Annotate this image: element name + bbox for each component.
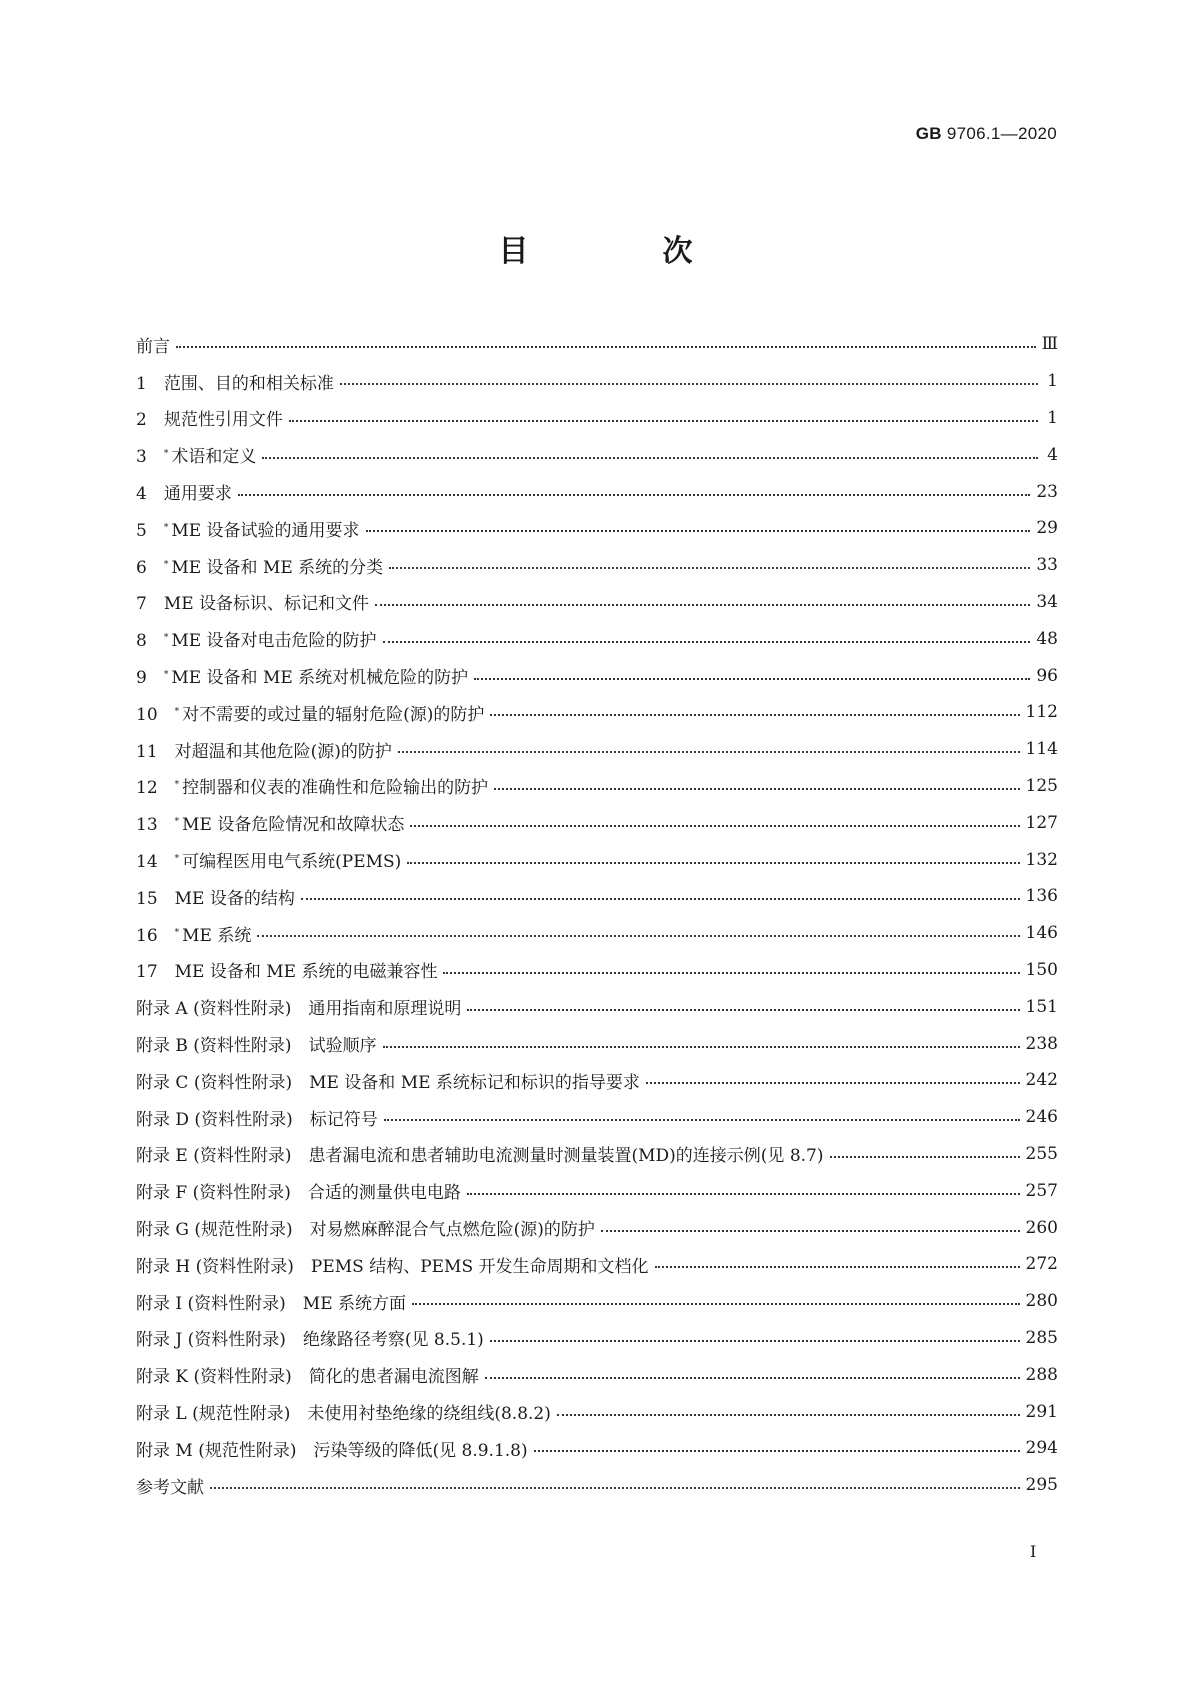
- toc-entry[interactable]: [136, 878, 1058, 915]
- toc-entry-title: [136, 479, 232, 504]
- toc-entry[interactable]: [136, 326, 1058, 363]
- toc-dot-leader: [301, 898, 1020, 900]
- toc-entry-label: 4 通用要求: [136, 484, 232, 505]
- toc-entry-title: [136, 1325, 484, 1350]
- toc-entry-page: 295: [1025, 1475, 1058, 1496]
- toc-dot-leader: [383, 641, 1031, 643]
- toc-entry-page: 294: [1025, 1438, 1058, 1459]
- toc-entry-label: 参考文献: [136, 1477, 204, 1498]
- toc-dot-leader: [289, 420, 1038, 422]
- toc-entry-title: [136, 810, 404, 835]
- toc-entry-mark: *: [174, 854, 180, 865]
- toc-entry-label: 附录 K (资料性附录) 简化的患者漏电流图解: [136, 1367, 479, 1388]
- toc-entry-title: [136, 1031, 377, 1056]
- toc-entry-title: [136, 994, 461, 1019]
- toc-entry-title: [136, 1068, 640, 1093]
- toc-entry-title: [136, 1289, 406, 1314]
- toc-entry-page: 29: [1036, 518, 1058, 539]
- toc-dot-leader: [398, 751, 1020, 753]
- toc-entry-label: 1 范围、目的和相关标准: [136, 373, 334, 394]
- toc-dot-leader: [412, 1303, 1020, 1305]
- toc-entry-page: 48: [1036, 628, 1058, 649]
- toc-entry-label: 12: [136, 778, 175, 799]
- standard-number: 9706.1—2020: [946, 124, 1057, 143]
- toc-entry-label: 附录 H (资料性附录) PEMS 结构、PEMS 开发生命周期和文档化: [136, 1256, 649, 1277]
- toc-entry[interactable]: [136, 1393, 1058, 1430]
- toc-entry-page: 272: [1025, 1254, 1058, 1275]
- toc-entry-title: [136, 1399, 551, 1424]
- toc-dot-leader: [467, 1009, 1019, 1011]
- toc-dot-leader: [490, 714, 1019, 716]
- toc-entry[interactable]: [136, 1356, 1058, 1393]
- toc-dot-leader: [176, 346, 1036, 348]
- toc-entry-page: 291: [1025, 1401, 1058, 1422]
- toc-entry-title: [136, 847, 401, 872]
- toc-entry-mark: *: [163, 449, 169, 460]
- toc-entry-mark: *: [174, 706, 180, 717]
- toc-entry-label: 10: [136, 704, 175, 725]
- toc-entry-label-text: ME 设备对电击危险的防护: [171, 631, 377, 652]
- toc-entry-mark: *: [174, 927, 180, 938]
- toc-entry-mark: *: [174, 817, 180, 828]
- toc-dot-leader: [646, 1082, 1020, 1084]
- toc-entry-page: 23: [1036, 481, 1058, 502]
- toc-entry-title: [136, 1436, 528, 1461]
- toc-entry-page: 33: [1036, 555, 1058, 576]
- toc-entry-title: [136, 700, 484, 725]
- toc-entry[interactable]: [136, 804, 1058, 841]
- toc-entry-title: [136, 957, 437, 982]
- toc-entry-mark: *: [163, 559, 169, 570]
- toc-entry-label: 14: [136, 852, 175, 873]
- toc-entry[interactable]: [136, 1246, 1058, 1283]
- toc-entry-label-text: 术语和定义: [171, 447, 257, 468]
- toc-dot-leader: [383, 1046, 1020, 1048]
- toc-entry-mark: *: [174, 780, 180, 791]
- toc-entry-label: 附录 C (资料性附录) ME 设备和 ME 系统标记和标识的指导要求: [136, 1072, 640, 1093]
- toc-entry[interactable]: [136, 694, 1058, 731]
- toc-entry[interactable]: [136, 363, 1058, 400]
- toc-entry-page: 285: [1025, 1327, 1058, 1348]
- toc-entry-label-text: ME 设备和 ME 系统的分类: [171, 557, 384, 578]
- standard-prefix: GB: [915, 124, 942, 143]
- toc-entry-title: [136, 1141, 824, 1166]
- toc-entry-title: [136, 553, 383, 578]
- toc-entry[interactable]: [136, 988, 1058, 1025]
- toc-entry-title: [136, 1215, 595, 1240]
- toc-entry-title: [136, 773, 488, 798]
- toc-entry[interactable]: [136, 841, 1058, 878]
- toc-entry[interactable]: [136, 952, 1058, 989]
- toc-entry-page: 136: [1025, 886, 1058, 907]
- toc-entry-title: [136, 663, 468, 688]
- toc-entry-label-text: ME 系统: [182, 925, 252, 946]
- toc-entry[interactable]: [136, 620, 1058, 657]
- toc-entry-title: [136, 1178, 461, 1203]
- toc-entry-page: 96: [1036, 665, 1058, 686]
- toc-entry[interactable]: [136, 547, 1058, 584]
- toc-entry-label: 附录 J (资料性附录) 绝缘路径考察(见 8.5.1): [136, 1330, 484, 1351]
- toc-dot-leader: [655, 1266, 1020, 1268]
- toc-dot-leader: [257, 935, 1019, 937]
- toc-entry[interactable]: [136, 400, 1058, 437]
- toc-entry-label: 附录 I (资料性附录) ME 系统方面: [136, 1293, 407, 1314]
- toc-entry-title: [136, 405, 283, 430]
- toc-entry[interactable]: [136, 436, 1058, 473]
- toc-entry[interactable]: [136, 768, 1058, 805]
- toc-dot-leader: [830, 1156, 1020, 1158]
- toc-entry-label: 附录 E (资料性附录) 患者漏电流和患者辅助电流测量时测量装置(MD)的连接示例(见 8.7): [136, 1146, 824, 1167]
- toc-dot-leader: [490, 1340, 1020, 1342]
- toc-entry[interactable]: [136, 1209, 1058, 1246]
- toc-entry[interactable]: [136, 473, 1058, 510]
- toc-entry[interactable]: [136, 1062, 1058, 1099]
- toc-entry-page: 4: [1047, 444, 1058, 465]
- toc-dot-leader: [366, 530, 1031, 532]
- toc-entry-label: 17 ME 设备和 ME 系统的电磁兼容性: [136, 962, 438, 983]
- toc-entry[interactable]: [136, 1025, 1058, 1062]
- toc-entry-page: 112: [1025, 702, 1058, 723]
- toc-dot-leader: [557, 1414, 1020, 1416]
- toc-entry-mark: *: [163, 522, 169, 533]
- toc-entry-page: 238: [1025, 1033, 1058, 1054]
- toc-entry-title: [136, 921, 251, 946]
- toc-dot-leader: [467, 1193, 1020, 1195]
- toc-entry-label-text: ME 设备和 ME 系统对机械危险的防护: [171, 668, 469, 689]
- toc-entry-title: [136, 442, 256, 467]
- toc-entry[interactable]: [136, 1136, 1058, 1173]
- toc-dot-leader: [210, 1487, 1020, 1489]
- toc-entry-mark: *: [163, 633, 169, 644]
- toc-entry-title: [136, 516, 360, 541]
- toc-entry-page: 34: [1036, 591, 1058, 612]
- toc-entry-title: [136, 1105, 378, 1130]
- toc-entry-label: 附录 L (规范性附录) 未使用衬垫绝缘的绕组线(8.8.2): [136, 1404, 551, 1424]
- toc-entry-page: 260: [1025, 1217, 1058, 1238]
- toc-entry-page: 146: [1025, 923, 1058, 944]
- toc-entry-title: [136, 1252, 649, 1277]
- toc-dot-leader: [534, 1450, 1020, 1452]
- toc-entry-label-text: ME 设备危险情况和故障状态: [182, 815, 405, 836]
- toc-entry-label-text: 控制器和仪表的准确性和危险输出的防护: [182, 778, 489, 799]
- toc-entry-label: 附录 M (规范性附录) 污染等级的降低(见 8.9.1.8): [136, 1440, 528, 1461]
- toc-entry-page: 1: [1047, 371, 1058, 392]
- page-title: 目 次: [498, 234, 745, 269]
- toc-dot-leader: [485, 1377, 1020, 1379]
- toc-dot-leader: [410, 825, 1019, 827]
- toc-entry-label-text: 对不需要的或过量的辐射危险(源)的防护: [182, 704, 485, 725]
- toc-entry-label: 前言: [136, 336, 170, 357]
- toc-entry-title: [136, 626, 377, 651]
- toc-entry-label: 附录 A (资料性附录) 通用指南和原理说明: [136, 999, 462, 1020]
- toc-entry-label: 2 规范性引用文件: [136, 410, 283, 431]
- toc-entry[interactable]: [136, 1099, 1058, 1136]
- toc-entry-page: Ⅲ: [1041, 334, 1058, 355]
- toc-entry-page: 151: [1025, 996, 1058, 1017]
- toc-dot-leader: [238, 494, 1031, 496]
- toc-dot-leader: [375, 604, 1030, 606]
- toc-entry-label: 7 ME 设备标识、标记和文件: [136, 594, 370, 615]
- toc-entry-label: 附录 B (资料性附录) 试验顺序: [136, 1036, 377, 1057]
- toc-entry-label: 15 ME 设备的结构: [136, 888, 295, 909]
- toc-entry-page: 280: [1025, 1291, 1058, 1312]
- toc-entry-mark: *: [163, 670, 169, 681]
- toc-entry[interactable]: [136, 510, 1058, 547]
- toc-entry-page: 125: [1025, 775, 1058, 796]
- toc-entry-label: 11 对超温和其他危险(源)的防护: [136, 741, 392, 762]
- toc-dot-leader: [384, 1119, 1020, 1121]
- toc-entry[interactable]: [136, 584, 1058, 621]
- toc-entry-page: 255: [1025, 1143, 1058, 1164]
- toc-entry-title: [136, 1473, 204, 1498]
- table-of-contents: [136, 326, 1058, 1504]
- toc-entry[interactable]: [136, 1172, 1058, 1209]
- toc-dot-leader: [262, 457, 1038, 459]
- toc-entry-label: 附录 G (规范性附录) 对易燃麻醉混合气点燃危险(源)的防护: [136, 1220, 595, 1241]
- toc-entry-page: 242: [1025, 1070, 1058, 1091]
- toc-entry-label-text: 可编程医用电气系统(PEMS): [182, 852, 402, 873]
- toc-dot-leader: [407, 862, 1019, 864]
- toc-dot-leader: [601, 1230, 1020, 1232]
- toc-entry-page: 114: [1025, 739, 1058, 760]
- toc-entry-label: 9: [136, 668, 164, 689]
- toc-entry-title: [136, 589, 369, 614]
- toc-entry-label: 附录 F (资料性附录) 合适的测量供电电路: [136, 1183, 461, 1204]
- standard-code: [916, 124, 1057, 144]
- toc-entry-label: 附录 D (资料性附录) 标记符号: [136, 1109, 378, 1130]
- toc-dot-leader: [389, 567, 1030, 569]
- toc-entry-title: [136, 332, 170, 357]
- page-number: I: [1030, 1542, 1037, 1561]
- toc-entry-page: 132: [1025, 849, 1058, 870]
- toc-entry-page: 127: [1025, 812, 1058, 833]
- toc-entry-page: 1: [1047, 407, 1058, 428]
- toc-entry-title: [136, 884, 295, 909]
- toc-entry[interactable]: [136, 657, 1058, 694]
- toc-entry-label: 3: [136, 447, 164, 468]
- toc-entry-page: 246: [1025, 1107, 1058, 1128]
- toc-entry[interactable]: [136, 1283, 1058, 1320]
- toc-entry-label: 5: [136, 520, 164, 541]
- toc-entry-page: 288: [1025, 1364, 1058, 1385]
- toc-entry-label: 8: [136, 631, 164, 652]
- toc-dot-leader: [494, 788, 1019, 790]
- toc-entry-title: [136, 1362, 479, 1387]
- toc-dot-leader: [443, 972, 1019, 974]
- toc-dot-leader: [474, 678, 1030, 680]
- toc-entry-label: 6: [136, 557, 164, 578]
- toc-entry-page: 257: [1025, 1180, 1058, 1201]
- toc-entry-title: [136, 369, 334, 394]
- toc-dot-leader: [340, 383, 1038, 385]
- toc-entry-title: [136, 737, 392, 762]
- toc-entry[interactable]: [136, 731, 1058, 768]
- toc-entry[interactable]: [136, 1320, 1058, 1357]
- toc-entry[interactable]: [136, 915, 1058, 952]
- toc-entry-label-text: ME 设备试验的通用要求: [171, 520, 360, 541]
- toc-entry[interactable]: [136, 1430, 1058, 1467]
- toc-entry-label: 16: [136, 925, 175, 946]
- toc-entry[interactable]: [136, 1467, 1058, 1504]
- toc-entry-label: 13: [136, 815, 175, 836]
- toc-entry-page: 150: [1025, 959, 1058, 980]
